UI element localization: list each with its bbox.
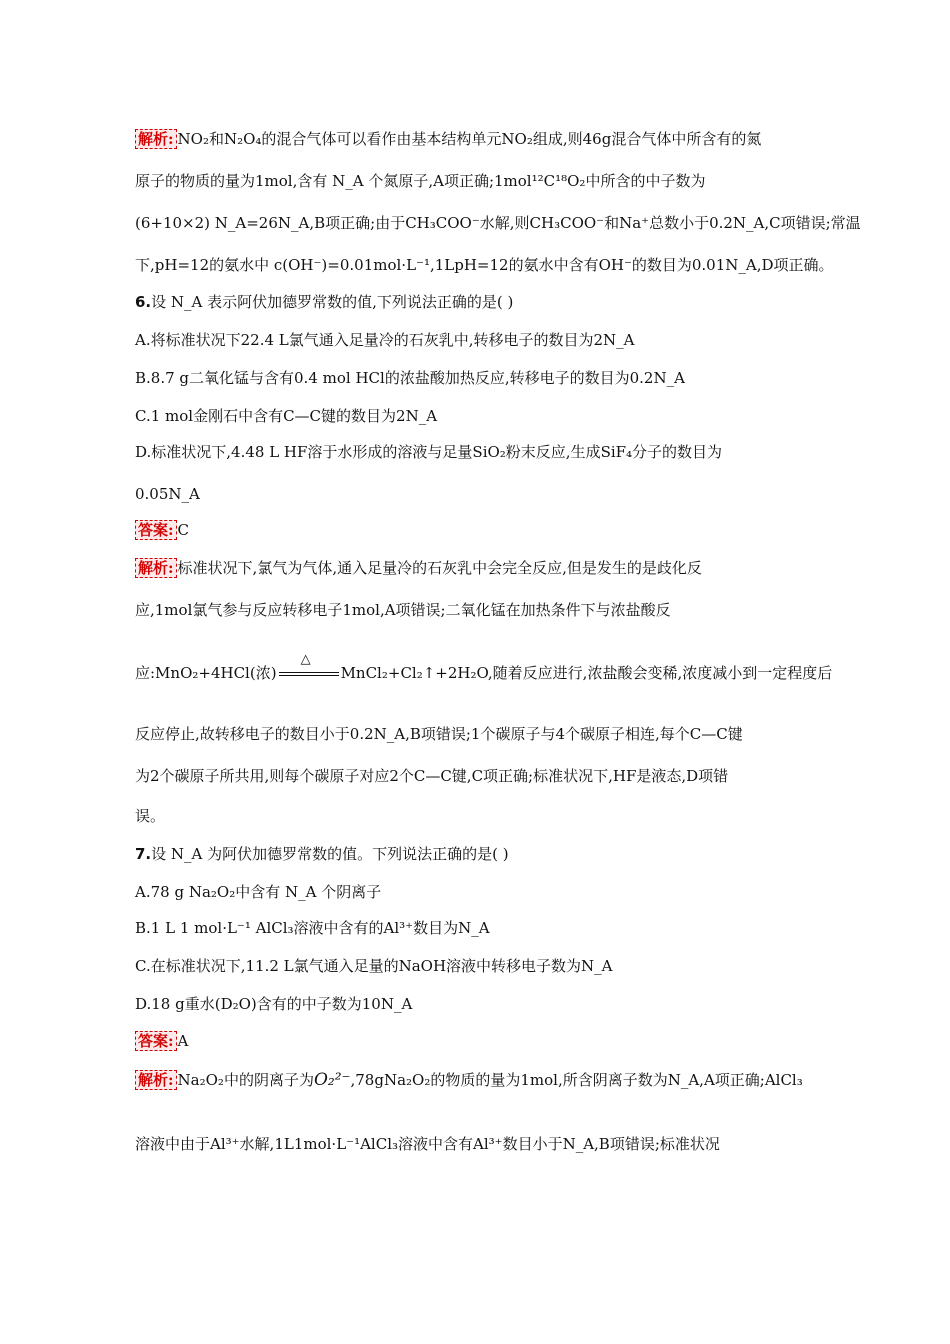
explanation-text-pre: Na₂O₂中的阴离子为 <box>177 1071 314 1089</box>
explanation-text: 标准状况下,氯气为气体,通入足量冷的石灰乳中会完全反应,但是发生的是歧化反 <box>177 559 702 577</box>
question-7-explanation-line-1 <box>135 1070 825 1090</box>
answer-label: 答案: <box>135 520 177 540</box>
explanation-label: 解析: <box>135 558 177 578</box>
question-7-stem <box>135 844 825 864</box>
question-7-explanation-line-2: 溶液中由于Al³⁺水解,1L1mol·L⁻¹AlCl₃溶液中含有Al³⁺数目小于N_A,B项错误;标准状况 <box>135 1135 720 1153</box>
explanation-label: 解析: <box>135 1070 177 1090</box>
answer-value: C <box>177 521 190 539</box>
equation-products: MnCl₂+Cl₂↑+2H₂O,随着反应进行,浓盐酸会变稀,浓度减小到一定程度后 <box>340 664 833 682</box>
question-6-explanation-line-1 <box>135 558 825 578</box>
question-7-option-a: A.78 g Na₂O₂中含有 N_A 个阴离子 <box>135 883 382 901</box>
question-6-explanation-line-2: 应,1mol氯气参与反应转移电子1mol,A项错误;二氧化锰在加热条件下与浓盐酸反 <box>135 601 671 619</box>
heat-triangle-icon: △ <box>300 652 311 667</box>
question-6-explanation-line-6: 误。 <box>135 807 166 825</box>
question-6-option-c: C.1 mol金刚石中含有C—C键的数目为2N_A <box>135 407 438 425</box>
question-7-option-c: C.在标准状况下,11.2 L氯气通入足量的NaOH溶液中转移电子数为N_A <box>135 957 613 975</box>
explanation-text-post: ,78gNa₂O₂的物质的量为1mol,所含阴离子数为N_A,A项正确;AlCl₃ <box>350 1071 803 1089</box>
question-6-explanation-line-4: 反应停止,故转移电子的数目小于0.2N_A,B项错误;1个碳原子与4个碳原子相连,每个C—C键 <box>135 725 743 743</box>
explanation-5-line-3: (6+10×2) N_A=26N_A,B项正确;由于CH₃COO⁻水解,则CH₃COO⁻和Na⁺总数小于0.2N_A,C项错误;常温 <box>135 214 861 232</box>
question-7-option-b: B.1 L 1 mol·L⁻¹ AlCl₃溶液中含有的Al³⁺数目为N_A <box>135 919 490 937</box>
question-6-option-d: D.标准状况下,4.48 L HF溶于水形成的溶液与足量SiO₂粉末反应,生成SiF₄分子的数目为 <box>135 443 723 461</box>
question-number: 7. <box>135 845 152 863</box>
question-6-explanation-line-5: 为2个碳原子所共用,则每个碳原子对应2个C—C键,C项正确;标准状况下,HF是液态,D项错 <box>135 767 729 785</box>
question-6-option-a: A.将标准状况下22.4 L氯气通入足量冷的石灰乳中,转移电子的数目为2N_A <box>135 331 635 349</box>
question-text: 设 N_A 为阿伏加德罗常数的值。下列说法正确的是( ) <box>151 845 509 863</box>
peroxide-ion-formula: O₂²⁻ <box>313 1070 351 1090</box>
question-7-answer <box>135 1031 825 1051</box>
explanation-label: 解析: <box>135 129 177 149</box>
question-text: 设 N_A 表示阿伏加德罗常数的值,下列说法正确的是( ) <box>151 293 514 311</box>
explanation-text: NO₂和N₂O₄的混合气体可以看作由基本结构单元NO₂组成,则46g混合气体中所含有的氮 <box>177 130 762 148</box>
question-6-option-b: B.8.7 g二氧化锰与含有0.4 mol HCl的浓盐酸加热反应,转移电子的数目为0.2N_A <box>135 369 685 387</box>
question-7-option-d: D.18 g重水(D₂O)含有的中子数为10N_A <box>135 995 413 1013</box>
answer-value: A <box>177 1032 189 1050</box>
question-6-option-d-cont: 0.05N_A <box>135 485 200 503</box>
question-6-stem <box>135 292 825 312</box>
question-6-answer <box>135 520 825 540</box>
answer-label: 答案: <box>135 1031 177 1051</box>
reaction-equals-sign <box>277 652 341 684</box>
question-6-explanation-line-3 <box>135 652 833 684</box>
explanation-5-line-1 <box>135 129 825 149</box>
equation-reactants: 应:MnO₂+4HCl(浓) <box>135 664 277 682</box>
explanation-5-line-2: 原子的物质的量为1mol,含有 N_A 个氮原子,A项正确;1mol¹²C¹⁸O₂中所含的中子数为 <box>135 172 706 190</box>
question-number: 6. <box>135 293 152 311</box>
explanation-5-line-4: 下,pH=12的氨水中 c(OH⁻)=0.01mol·L⁻¹,1LpH=12的氨水中含有OH⁻的数目为0.01N_A,D项正确。 <box>135 256 834 274</box>
